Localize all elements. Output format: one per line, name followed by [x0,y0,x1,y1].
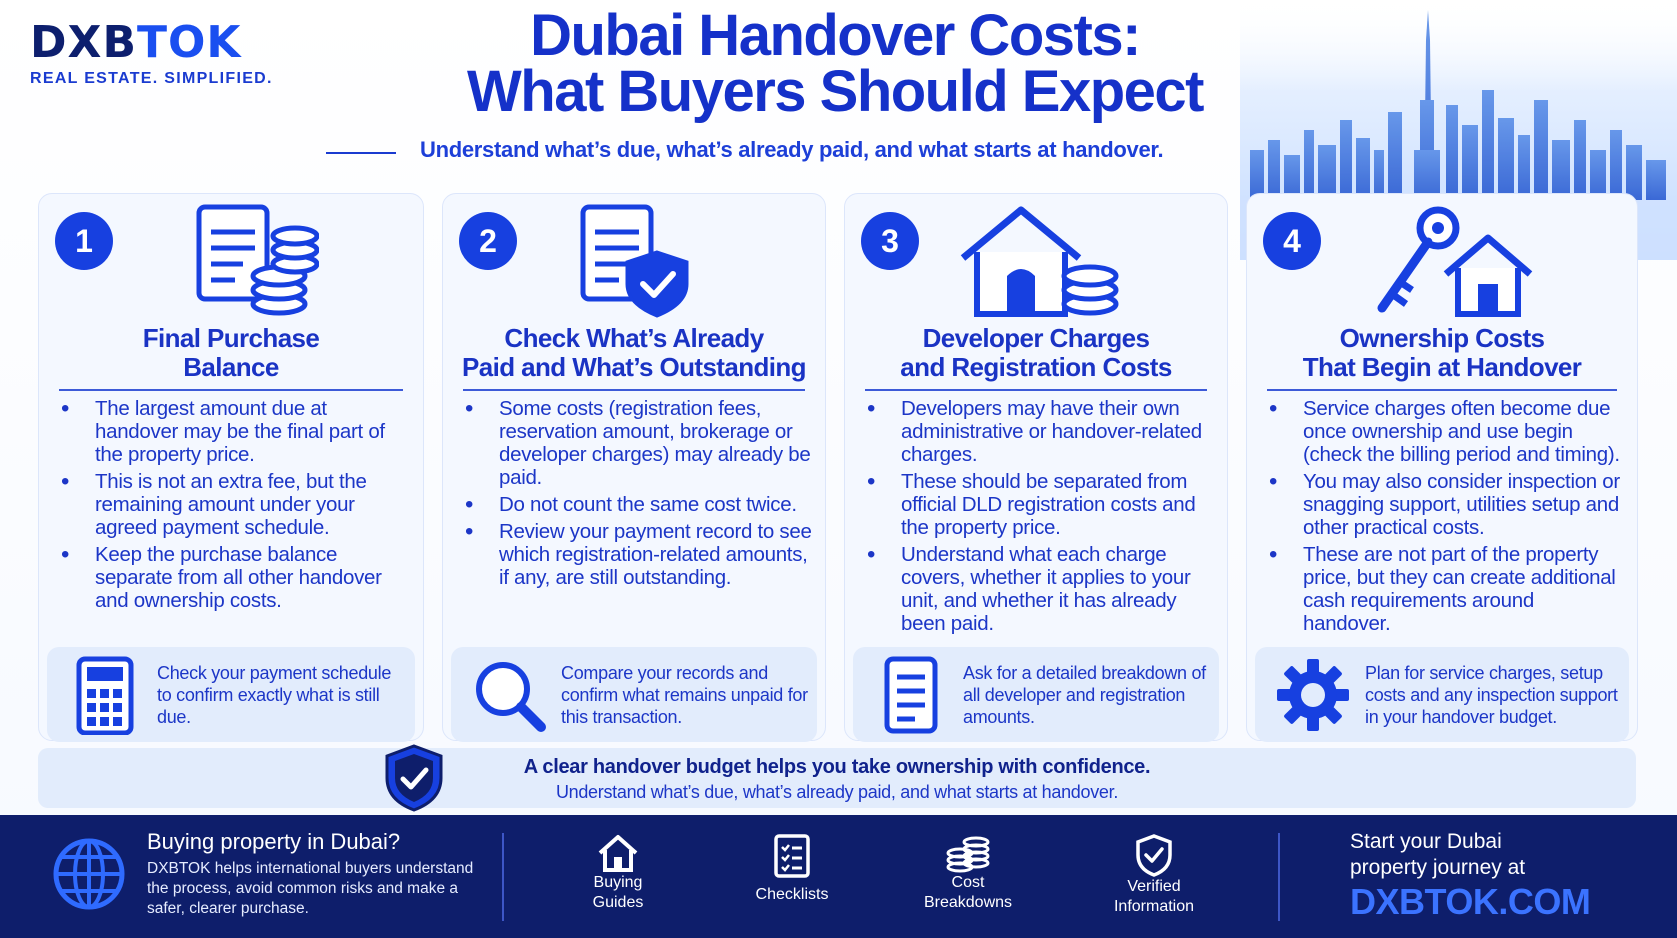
card-title-line1: Final Purchase [142,323,320,353]
bullet-list [865,397,1215,639]
magnifier-icon [469,655,549,735]
bullet-item: • Developers may have their own administrative or handover-related charges. [865,397,1215,466]
step-number-badge: 1 [55,212,113,270]
card-divider [1267,389,1617,391]
card-title-line2: and Registration Costs [900,352,1172,382]
bullet-item: • The largest amount due at handover may be the final part of the property price. [59,397,411,466]
footer-link-label: Buying [593,874,643,891]
card-already-paid [442,193,826,741]
gear-icon [1273,655,1353,735]
card-ownership-costs [1246,193,1638,741]
step-number-badge: 2 [459,212,517,270]
tip-text: Ask for a detailed breakdown of all developer and registration amounts. [963,663,1206,727]
house-icon [596,833,640,873]
tip-text: Plan for service charges, setup costs and any inspection support in your handover budget. [1365,663,1618,727]
bullet-item: • These are not part of the property price, but they can create additional cash requirements around handover. [1267,543,1625,635]
footer-divider [502,833,504,921]
tip-box [853,647,1219,742]
card-title [443,324,825,382]
shield-check-icon [1134,833,1174,877]
card-title [1247,324,1637,382]
bullet-item: • This is not an extra fee, but the remaining amount under your agreed payment schedule. [59,470,411,539]
house-coins-icon [955,204,1125,319]
bullet-item: • You may also consider inspection or snagging support, utilities setup and other practical costs. [1267,470,1625,539]
logo-part2: TOK [136,17,242,68]
page-subtitle: Understand what’s due, what’s already paid, and what starts at handover. [420,137,1164,162]
card-developer-charges [844,193,1228,741]
logo-part1: DXB [30,17,137,68]
page-title [420,3,1250,124]
bullet-item: • Do not count the same cost twice. [463,493,813,516]
footer-heading: Buying property in Dubai? [147,829,401,854]
tip-box [451,647,817,742]
card-final-purchase-balance [38,193,424,741]
card-title [39,324,423,382]
tip-box [47,647,415,742]
bullet-item: • Understand what each charge covers, whether it applies to your unit, and whether it has already been paid. [865,543,1215,635]
tip-text: Check your payment schedule to confirm exactly what is still due. [157,663,392,727]
document-coins-icon [159,204,319,319]
card-title-line1: Ownership Costs [1339,323,1545,353]
step-number-badge: 4 [1263,212,1321,270]
cta-line2: property journey at [1350,856,1526,879]
footer-link-label: Cost [951,874,985,891]
card-title-line2: Paid and What’s Outstanding [462,352,806,382]
title-line2: What Buyers Should Expect [467,59,1203,124]
footer-cta-text [1350,829,1525,881]
footer-link-verified-information[interactable] [1104,815,1204,917]
logo[interactable] [30,17,273,88]
calculator-icon [65,655,145,735]
footer-divider [1278,833,1280,921]
footer [0,815,1677,938]
bullet-item: • Service charges often become due once ownership and use begin (check the billing period and timing). [1267,397,1625,466]
card-divider [463,389,805,391]
card-title-line2: Balance [183,352,279,382]
card-title-line1: Developer Charges [922,323,1150,353]
card-divider [865,389,1207,391]
footer-link-label: Breakdowns [923,894,1013,911]
bullet-item: • Keep the purchase balance separate from all other handover and ownership costs. [59,543,411,612]
footer-link-label: Information [1113,898,1195,915]
globe-icon [52,837,126,911]
footer-link-label: Verified [1127,878,1181,895]
footer-link-label: Guides [592,894,644,911]
card-title-line2: That Begin at Handover [1302,352,1582,382]
footer-website-link[interactable]: DXBTOK.COM [1350,881,1591,922]
card-divider [59,389,403,391]
tip-text: Compare your records and confirm what remains unpaid for this transaction. [561,663,808,727]
bullet-list [463,397,813,593]
coins-icon [944,833,992,873]
step-number-badge: 3 [861,212,919,270]
footer-link-cost-breakdowns[interactable] [918,815,1018,913]
card-title-line1: Check What’s Already [504,323,764,353]
footer-description: DXBTOK helps international buyers understand the process, avoid common risks and make a safer, clearer purchase. [147,860,474,917]
banner-subline: Understand what’s due, what’s already paid, and what starts at handover. [555,782,1119,802]
bullet-list [59,397,411,616]
bullet-item: • These should be separated from official DLD registration costs and the property price. [865,470,1215,539]
checklist-icon [772,833,812,879]
footer-link-label: Checklists [755,886,829,903]
logo-tagline: REAL ESTATE. SIMPLIFIED. [30,70,273,87]
footer-link-checklists[interactable] [742,815,842,905]
bullet-item: • Some costs (registration fees, reservation amount, brokerage or developer charges) may already be paid. [463,397,813,489]
bullet-item: • Review your payment record to see which registration-related amounts, if any, are still outstanding. [463,520,813,589]
document-list-icon [871,655,951,735]
title-line1: Dubai Handover Costs: [530,3,1140,68]
cta-line1: Start your Dubai [1350,830,1502,853]
logo-wordmark [30,17,273,68]
key-house-icon [1372,204,1542,319]
bullet-list [1267,397,1625,639]
summary-banner [38,748,1636,808]
tip-box [1255,647,1629,742]
document-shield-icon [563,204,703,319]
banner-headline: A clear handover budget helps you take ownership with confidence. [523,756,1151,778]
card-title [845,324,1227,382]
footer-link-buying-guides[interactable] [568,815,668,913]
subtitle-divider [326,152,396,154]
